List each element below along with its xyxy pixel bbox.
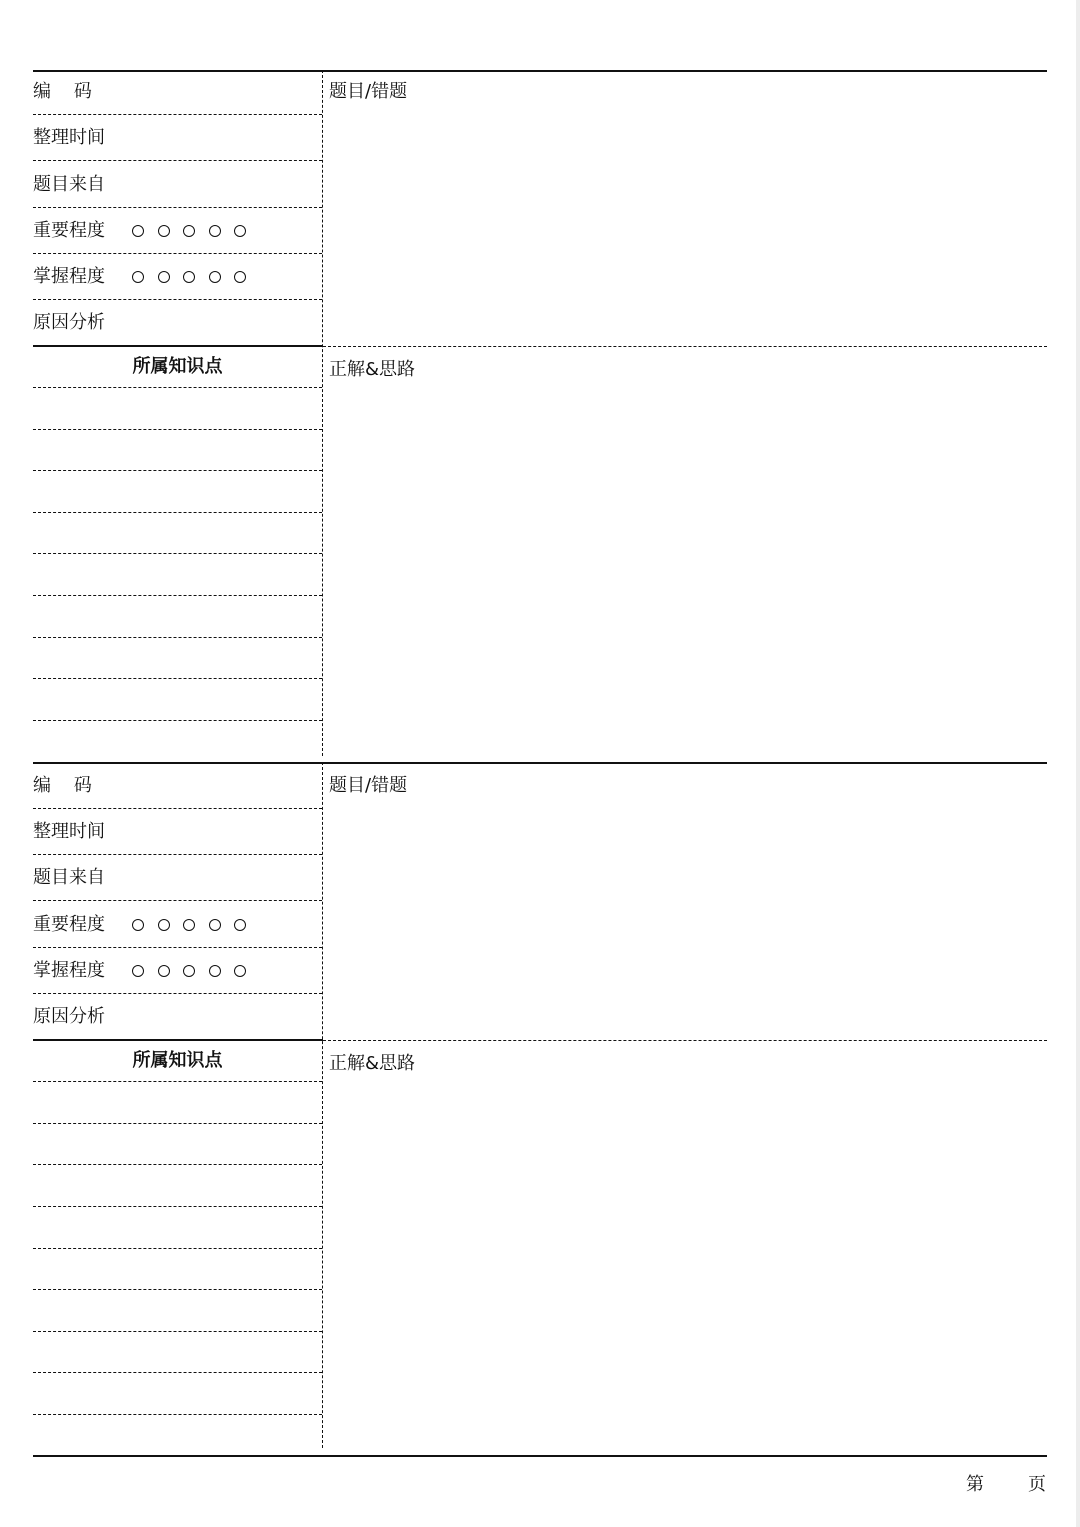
- field-divider: [33, 160, 322, 161]
- knowledge-line[interactable]: [33, 1372, 322, 1373]
- mastery-rating[interactable]: [132, 266, 260, 288]
- knowledge-points-title: 所属知识点: [132, 1050, 223, 1071]
- time-label: 整理时间: [33, 127, 105, 148]
- knowledge-line[interactable]: [33, 1206, 322, 1207]
- knowledge-section-rule: [33, 1039, 323, 1041]
- rating-circle-4[interactable]: [209, 225, 221, 237]
- importance-label: 重要程度: [33, 220, 105, 241]
- field-divider: [33, 253, 322, 254]
- rating-circle-4[interactable]: [209, 271, 221, 283]
- page-number-prefix: 第: [966, 1474, 984, 1495]
- importance-rating[interactable]: [132, 220, 260, 242]
- rating-circle-2[interactable]: [158, 965, 170, 977]
- code-label: 编 码: [33, 81, 92, 102]
- solution-section-divider: [323, 346, 1047, 347]
- reason-label: 原因分析: [33, 312, 105, 333]
- mastery-label: 掌握程度: [33, 960, 105, 981]
- rating-circle-3[interactable]: [183, 271, 195, 283]
- rating-circle-1[interactable]: [132, 271, 144, 283]
- field-divider: [33, 299, 322, 300]
- rating-circle-1[interactable]: [132, 919, 144, 931]
- mastery-rating[interactable]: [132, 960, 260, 982]
- knowledge-line[interactable]: [33, 512, 322, 513]
- knowledge-line[interactable]: [33, 1164, 322, 1165]
- field-divider: [33, 947, 322, 948]
- knowledge-line[interactable]: [33, 678, 322, 679]
- rating-circle-4[interactable]: [209, 919, 221, 931]
- importance-label: 重要程度: [33, 914, 105, 935]
- solution-title: 正解&思路: [329, 359, 416, 380]
- field-divider: [33, 993, 322, 994]
- knowledge-line[interactable]: [33, 470, 322, 471]
- knowledge-section-rule: [33, 345, 323, 347]
- knowledge-line[interactable]: [33, 429, 322, 430]
- rating-circle-4[interactable]: [209, 965, 221, 977]
- rating-circle-3[interactable]: [183, 919, 195, 931]
- source-label: 题目来自: [33, 174, 105, 195]
- rating-circle-3[interactable]: [183, 225, 195, 237]
- rating-circle-3[interactable]: [183, 965, 195, 977]
- entry-top-rule: [33, 762, 1047, 764]
- time-label: 整理时间: [33, 821, 105, 842]
- rating-circle-5[interactable]: [234, 225, 246, 237]
- knowledge-line[interactable]: [33, 637, 322, 638]
- field-divider: [33, 808, 322, 809]
- reason-label: 原因分析: [33, 1006, 105, 1027]
- column-divider: [322, 762, 323, 1448]
- page-number-suffix: 页: [1028, 1474, 1046, 1495]
- rating-circle-2[interactable]: [158, 271, 170, 283]
- mastery-label: 掌握程度: [33, 266, 105, 287]
- mistake-entry-1: [33, 70, 1047, 760]
- entry-top-rule: [33, 70, 1047, 72]
- knowledge-line[interactable]: [33, 595, 322, 596]
- rating-circle-1[interactable]: [132, 965, 144, 977]
- field-divider: [33, 207, 322, 208]
- solution-section-divider: [323, 1040, 1047, 1041]
- question-title: 题目/错题: [329, 81, 408, 102]
- source-label: 题目来自: [33, 867, 105, 888]
- knowledge-line[interactable]: [33, 1331, 322, 1332]
- rating-circle-1[interactable]: [132, 225, 144, 237]
- rating-circle-5[interactable]: [234, 271, 246, 283]
- knowledge-line[interactable]: [33, 720, 322, 721]
- rating-circle-5[interactable]: [234, 919, 246, 931]
- code-label: 编 码: [33, 775, 92, 796]
- knowledge-line[interactable]: [33, 1123, 322, 1124]
- page-bottom-rule: [33, 1455, 1047, 1457]
- solution-title: 正解&思路: [329, 1053, 416, 1074]
- rating-circle-5[interactable]: [234, 965, 246, 977]
- field-divider: [33, 854, 322, 855]
- knowledge-line[interactable]: [33, 1289, 322, 1290]
- field-divider: [33, 900, 322, 901]
- rating-circle-2[interactable]: [158, 919, 170, 931]
- field-divider: [33, 114, 322, 115]
- knowledge-line[interactable]: [33, 1414, 322, 1415]
- page-edge-shadow: [1076, 0, 1080, 1527]
- knowledge-line[interactable]: [33, 553, 322, 554]
- importance-rating[interactable]: [132, 914, 260, 936]
- column-divider: [322, 70, 323, 756]
- question-title: 题目/错题: [329, 775, 408, 796]
- knowledge-points-title: 所属知识点: [132, 356, 223, 377]
- rating-circle-2[interactable]: [158, 225, 170, 237]
- knowledge-line[interactable]: [33, 1248, 322, 1249]
- mistake-entry-2: [33, 762, 1047, 1452]
- knowledge-line[interactable]: [33, 387, 322, 388]
- knowledge-line[interactable]: [33, 1081, 322, 1082]
